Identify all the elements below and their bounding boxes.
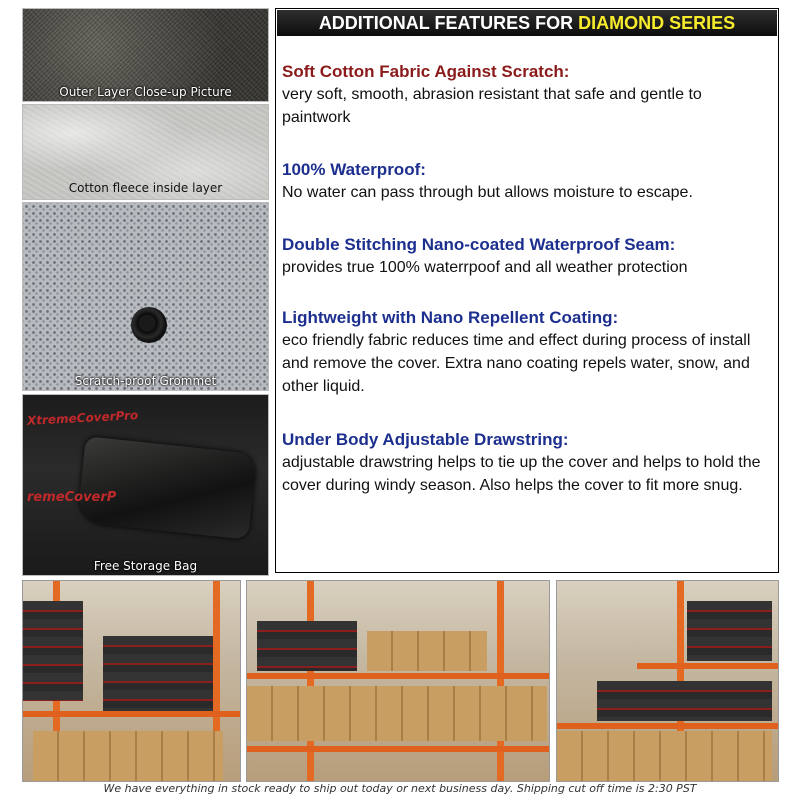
grommet-caption: Scratch-proof Grommet [74, 374, 217, 388]
bag-brand-side-logo: remeCoverP [27, 490, 117, 505]
warehouse-photo-3 [556, 580, 779, 782]
feature-item [282, 234, 772, 279]
storage-bag-caption: Free Storage Bag [93, 559, 198, 573]
shelf-beam [23, 711, 240, 717]
storage-bag-photo [22, 394, 269, 576]
cotton-fleece-photo [22, 104, 269, 200]
warehouse-photo-2 [246, 580, 550, 782]
feature-description: No water can pass through but allows moisture to escape. [282, 184, 693, 201]
box-stack [597, 681, 772, 721]
feature-title: 100% Waterproof: [282, 160, 426, 179]
box-stack [23, 601, 83, 701]
grommet-photo [22, 202, 269, 391]
grommet-image [131, 307, 167, 343]
shelf-beam [637, 663, 778, 669]
feature-title: Soft Cotton Fabric Against Scratch: [282, 62, 570, 81]
box-stack [557, 731, 772, 781]
box-stack [367, 631, 487, 671]
feature-description: provides true 100% waterrpoof and all weather protection [282, 259, 688, 276]
feature-item [282, 429, 772, 497]
feature-title: Lightweight with Nano Repellent Coating: [282, 308, 619, 327]
shelf-beam [557, 723, 778, 729]
feature-description: eco friendly fabric reduces time and effect during process of install and remove the cover. Extra nano coating repels water, snow, and other liquid. [282, 332, 751, 395]
box-stack [247, 686, 547, 741]
shipping-note: We have everything in stock ready to ship out today or next business day. Shipping cut off time is 2:30 PST [103, 782, 697, 795]
cotton-fleece-caption: Cotton fleece inside layer [68, 181, 223, 195]
feature-title: Under Body Adjustable Drawstring: [282, 430, 569, 449]
outer-layer-photo [22, 8, 269, 102]
feature-title: Double Stitching Nano-coated Waterproof Seam: [282, 235, 676, 254]
outer-layer-caption: Outer Layer Close-up Picture [59, 85, 232, 99]
bag-brand-logo: XtremeCoverPro [26, 408, 139, 428]
header-prefix: ADDITIONAL FEATURES FOR [318, 13, 579, 33]
shelf-beam [247, 746, 549, 752]
feature-description: very soft, smooth, abrasion resistant that safe and gentle to paintwork [282, 86, 702, 126]
feature-item [282, 159, 772, 204]
header-highlight: DIAMOND SERIES [578, 13, 736, 33]
box-stack [687, 601, 772, 661]
feature-item [282, 307, 772, 398]
warehouse-photo-1 [22, 580, 241, 782]
features-header [277, 10, 777, 36]
shelf-beam [247, 673, 549, 679]
features-panel [275, 8, 779, 573]
feature-description: adjustable drawstring helps to tie up the cover and helps to hold the cover during windy season. Also helps the cover to fit more snug. [282, 454, 761, 494]
storage-bag-image [77, 436, 257, 540]
box-stack [257, 621, 357, 671]
box-stack [33, 731, 223, 781]
feature-item [282, 61, 772, 129]
box-stack [103, 636, 213, 711]
